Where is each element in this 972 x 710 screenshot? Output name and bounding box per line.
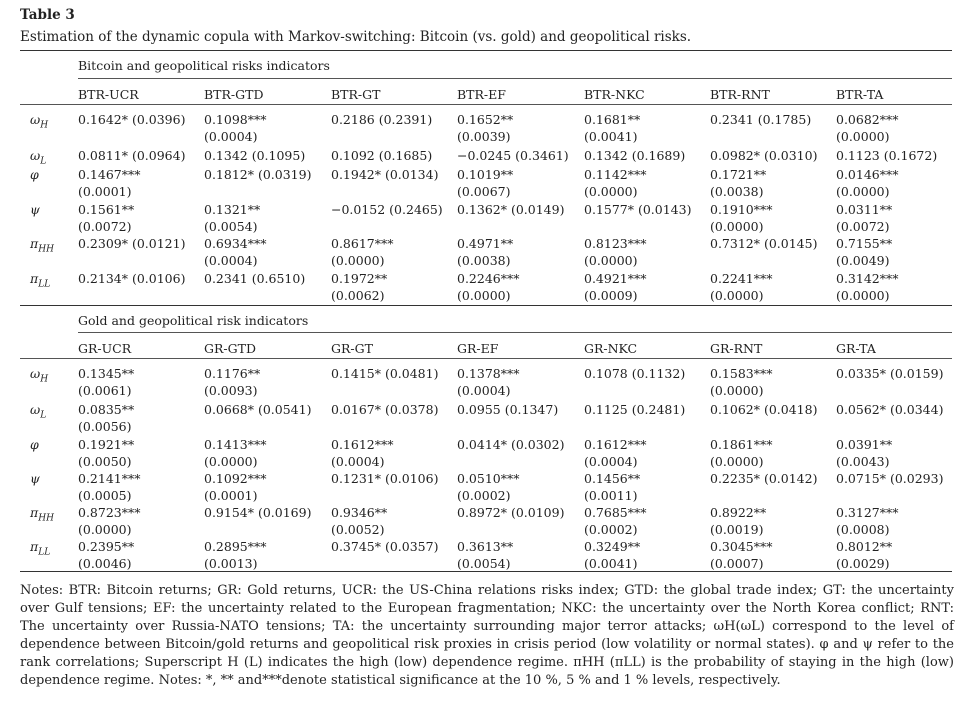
table-cell: 0.1467*** [78, 167, 141, 182]
table-cell: 0.1652** [457, 112, 514, 127]
table-cell: 0.2246*** [457, 271, 520, 286]
table-cell: 0.3613** [457, 539, 514, 554]
column-header: GR-UCR [78, 341, 132, 356]
table-cell: (0.0000) [204, 454, 258, 469]
row-label: $\omega_L$ [30, 148, 47, 167]
table-cell: (0.0046) [78, 556, 132, 571]
table-cell: 0.1681** [584, 112, 641, 127]
table-cell: 0.1345** [78, 366, 135, 381]
column-header: BTR-TA [836, 87, 884, 102]
table-cell: 0.1123 (0.1672) [836, 148, 938, 163]
table-cell: (0.0019) [710, 522, 764, 537]
table-cell: 0.1142*** [584, 167, 647, 182]
table-cell: (0.0000) [457, 288, 511, 303]
table-cell: 0.1342 (0.1689) [584, 148, 686, 163]
section-rule-bitcoin [78, 78, 952, 79]
column-header: BTR-GT [331, 87, 381, 102]
table-cell: 0.4971** [457, 236, 514, 251]
table-cell: 0.2235* (0.0142) [710, 471, 818, 486]
table-cell: (0.0038) [710, 184, 764, 199]
table-cell: (0.0050) [78, 454, 132, 469]
table-cell: 0.7312* (0.0145) [710, 236, 818, 251]
table-cell: 0.1176** [204, 366, 261, 381]
table-cell: 0.0414* (0.0302) [457, 437, 565, 452]
table-cell: (0.0001) [78, 184, 132, 199]
table-cell: 0.0335* (0.0159) [836, 366, 944, 381]
table-cell: (0.0004) [204, 129, 258, 144]
section-title-bitcoin: Bitcoin and geopolitical risks indicators [78, 58, 330, 73]
column-header: GR-GT [331, 341, 373, 356]
table-cell: 0.1125 (0.2481) [584, 402, 686, 417]
table-cell: (0.0000) [78, 522, 132, 537]
table-cell: 0.0562* (0.0344) [836, 402, 944, 417]
table-cell: 0.1062* (0.0418) [710, 402, 818, 417]
table-cell: (0.0062) [331, 288, 385, 303]
table-cell: (0.0000) [836, 129, 890, 144]
table-cell: 0.1921** [78, 437, 135, 452]
table-cell: 0.1321** [204, 202, 261, 217]
row-label: $\pi_{HH}$ [30, 236, 54, 255]
table-cell: 0.1342 (0.1095) [204, 148, 306, 163]
table-cell: (0.0000) [836, 184, 890, 199]
table-cell: (0.0000) [584, 184, 638, 199]
table-cell: 0.8012** [836, 539, 893, 554]
table-cell: 0.2141*** [78, 471, 141, 486]
column-header: BTR-NKC [584, 87, 645, 102]
table-cell: 0.0682*** [836, 112, 899, 127]
table-cell: 0.1612*** [331, 437, 394, 452]
table-cell: 0.0982* (0.0310) [710, 148, 818, 163]
table-cell: 0.1561** [78, 202, 135, 217]
table-cell: (0.0056) [78, 419, 132, 434]
table-cell: (0.0093) [204, 383, 258, 398]
table-cell: (0.0000) [331, 253, 385, 268]
table-cell: 0.4921*** [584, 271, 647, 286]
table-cell: 0.2341 (0.1785) [710, 112, 812, 127]
row-label: φ [30, 167, 39, 182]
table-cell: (0.0004) [204, 253, 258, 268]
mid-rule [20, 305, 952, 306]
row-label: $\pi_{LL}$ [30, 539, 51, 558]
table-cell: 0.1456** [584, 471, 641, 486]
table-cell: 0.1861*** [710, 437, 773, 452]
table-cell: (0.0007) [710, 556, 764, 571]
header-rule-bitcoin [20, 104, 952, 105]
table-cell: 0.0391** [836, 437, 893, 452]
table-cell: (0.0000) [584, 253, 638, 268]
row-label: $\pi_{LL}$ [30, 271, 51, 290]
table-cell: (0.0054) [457, 556, 511, 571]
table-cell: 0.8123*** [584, 236, 647, 251]
table-cell: 0.8617*** [331, 236, 394, 251]
table-cell: 0.3249** [584, 539, 641, 554]
table-cell: 0.0510*** [457, 471, 520, 486]
table-cell: 0.1812* (0.0319) [204, 167, 312, 182]
table-cell: (0.0000) [710, 219, 764, 234]
table-title: Table 3 [20, 7, 75, 23]
table-cell: 0.6934*** [204, 236, 267, 251]
table-cell: (0.0052) [331, 522, 385, 537]
column-header: GR-GTD [204, 341, 256, 356]
table-cell: 0.1942* (0.0134) [331, 167, 439, 182]
table-cell: 0.1362* (0.0149) [457, 202, 565, 217]
table-cell: 0.0167* (0.0378) [331, 402, 439, 417]
table-caption: Estimation of the dynamic copula with Markov-switching: Bitcoin (vs. gold) and geopolitical risks. [20, 29, 692, 45]
table-cell: (0.0039) [457, 129, 511, 144]
table-cell: (0.0004) [457, 383, 511, 398]
table-cell: (0.0041) [584, 556, 638, 571]
row-label: $\omega_L$ [30, 402, 47, 421]
table-cell: 0.3045*** [710, 539, 773, 554]
table-cell: 0.9154* (0.0169) [204, 505, 312, 520]
table-cell: 0.1098*** [204, 112, 267, 127]
top-rule [20, 50, 952, 51]
table-cell: (0.0043) [836, 454, 890, 469]
table-cell: 0.1972** [331, 271, 388, 286]
table-cell: 0.2895*** [204, 539, 267, 554]
table-cell: 0.0835** [78, 402, 135, 417]
table-cell: 0.0715* (0.0293) [836, 471, 944, 486]
table-cell: (0.0001) [204, 488, 258, 503]
column-header: BTR-GTD [204, 87, 264, 102]
column-header: BTR-EF [457, 87, 506, 102]
table-cell: −0.0245 (0.3461) [457, 148, 569, 163]
row-label: $\omega_H$ [30, 112, 49, 131]
table-cell: 0.3142*** [836, 271, 899, 286]
table-cell: 0.9346** [331, 505, 388, 520]
table-cell: 0.0146*** [836, 167, 899, 182]
table-cell: 0.8972* (0.0109) [457, 505, 565, 520]
table-cell: 0.2341 (0.6510) [204, 271, 306, 286]
table-cell: 0.1019** [457, 167, 514, 182]
table-cell: (0.0054) [204, 219, 258, 234]
table-cell: (0.0009) [584, 288, 638, 303]
table-cell: 0.2241*** [710, 271, 773, 286]
table-cell: (0.0008) [836, 522, 890, 537]
table-cell: 0.8723*** [78, 505, 141, 520]
column-header: GR-EF [457, 341, 499, 356]
table-cell: 0.2134* (0.0106) [78, 271, 186, 286]
row-label: $\omega_H$ [30, 366, 49, 385]
table-cell: (0.0011) [584, 488, 638, 503]
table-cell: (0.0000) [710, 288, 764, 303]
table-cell: (0.0000) [710, 454, 764, 469]
table-cell: (0.0049) [836, 253, 890, 268]
table-cell: 0.7685*** [584, 505, 647, 520]
table-cell: 0.0668* (0.0541) [204, 402, 312, 417]
column-header: GR-RNT [710, 341, 763, 356]
table-cell: 0.2309* (0.0121) [78, 236, 186, 251]
table-cell: (0.0041) [584, 129, 638, 144]
table-cell: 0.0311** [836, 202, 893, 217]
table-cell: (0.0061) [78, 383, 132, 398]
table-cell: 0.1577* (0.0143) [584, 202, 692, 217]
table-cell: (0.0038) [457, 253, 511, 268]
table-cell: 0.0811* (0.0964) [78, 148, 186, 163]
section-title-gold: Gold and geopolitical risk indicators [78, 313, 309, 328]
table-cell: (0.0072) [836, 219, 890, 234]
table-cell: (0.0004) [584, 454, 638, 469]
table-cell: 0.7155** [836, 236, 893, 251]
table-cell: 0.3745* (0.0357) [331, 539, 439, 554]
table-cell: 0.1415* (0.0481) [331, 366, 439, 381]
column-header: BTR-UCR [78, 87, 139, 102]
column-header: GR-NKC [584, 341, 638, 356]
table-cell: (0.0029) [836, 556, 890, 571]
table-cell: 0.1378*** [457, 366, 520, 381]
table-cell: 0.1721** [710, 167, 767, 182]
table-cell: 0.0955 (0.1347) [457, 402, 559, 417]
table-cell: 0.1583*** [710, 366, 773, 381]
table-notes: Notes: BTR: Bitcoin returns; GR: Gold returns, UCR: the US-China relations risks index; GTD: the global trade index; GT: the uncertainty over Gulf tensions; EF: the uncertainty related to the European fragmentation; NKC: the uncertainty over the North Korea conflict; RNT: The uncertainty over Russia-NATO tensions; TA: the uncertainty surrounding major terror attacks; ωH(ωL) correspond to the level of dependence between Bitcoin/gold returns and geopolitical risk proxies in crisis period (low volatility or normal states). φ and ψ refer to the rank correlations; Superscript H (L) indicates the high (low) dependence regime. πHH (πLL) is the probability of staying in the high (low) dependence regime. Notes: *, ** and***denote statistical significance at the 10 %, 5 % and 1 % levels, respectively. [20, 583, 954, 688]
row-label: $\pi_{HH}$ [30, 505, 54, 524]
table-cell: (0.0000) [710, 383, 764, 398]
table-cell: 0.3127*** [836, 505, 899, 520]
table-cell: −0.0152 (0.2465) [331, 202, 443, 217]
table-cell: 0.1612*** [584, 437, 647, 452]
table-cell: (0.0002) [584, 522, 638, 537]
table-cell: (0.0005) [78, 488, 132, 503]
table-cell: (0.0004) [331, 454, 385, 469]
table-cell: 0.2395** [78, 539, 135, 554]
section-rule-gold [78, 332, 952, 333]
table-cell: 0.8922** [710, 505, 767, 520]
column-header: BTR-RNT [710, 87, 770, 102]
table-cell: 0.1413*** [204, 437, 267, 452]
row-label: ψ [30, 471, 40, 486]
column-header: GR-TA [836, 341, 876, 356]
table-cell: (0.0000) [836, 288, 890, 303]
table-cell: 0.1078 (0.1132) [584, 366, 686, 381]
row-label: ψ [30, 202, 40, 217]
table-cell: (0.0013) [204, 556, 258, 571]
table-cell: 0.1910*** [710, 202, 773, 217]
table-cell: 0.1092*** [204, 471, 267, 486]
table-cell: (0.0067) [457, 184, 511, 199]
table-cell: 0.1642* (0.0396) [78, 112, 186, 127]
table-cell: (0.0002) [457, 488, 511, 503]
table-cell: 0.1092 (0.1685) [331, 148, 433, 163]
table-cell: 0.2186 (0.2391) [331, 112, 433, 127]
table-cell: 0.1231* (0.0106) [331, 471, 439, 486]
row-label: φ [30, 437, 39, 452]
table-cell: (0.0072) [78, 219, 132, 234]
header-rule-gold [20, 358, 952, 359]
